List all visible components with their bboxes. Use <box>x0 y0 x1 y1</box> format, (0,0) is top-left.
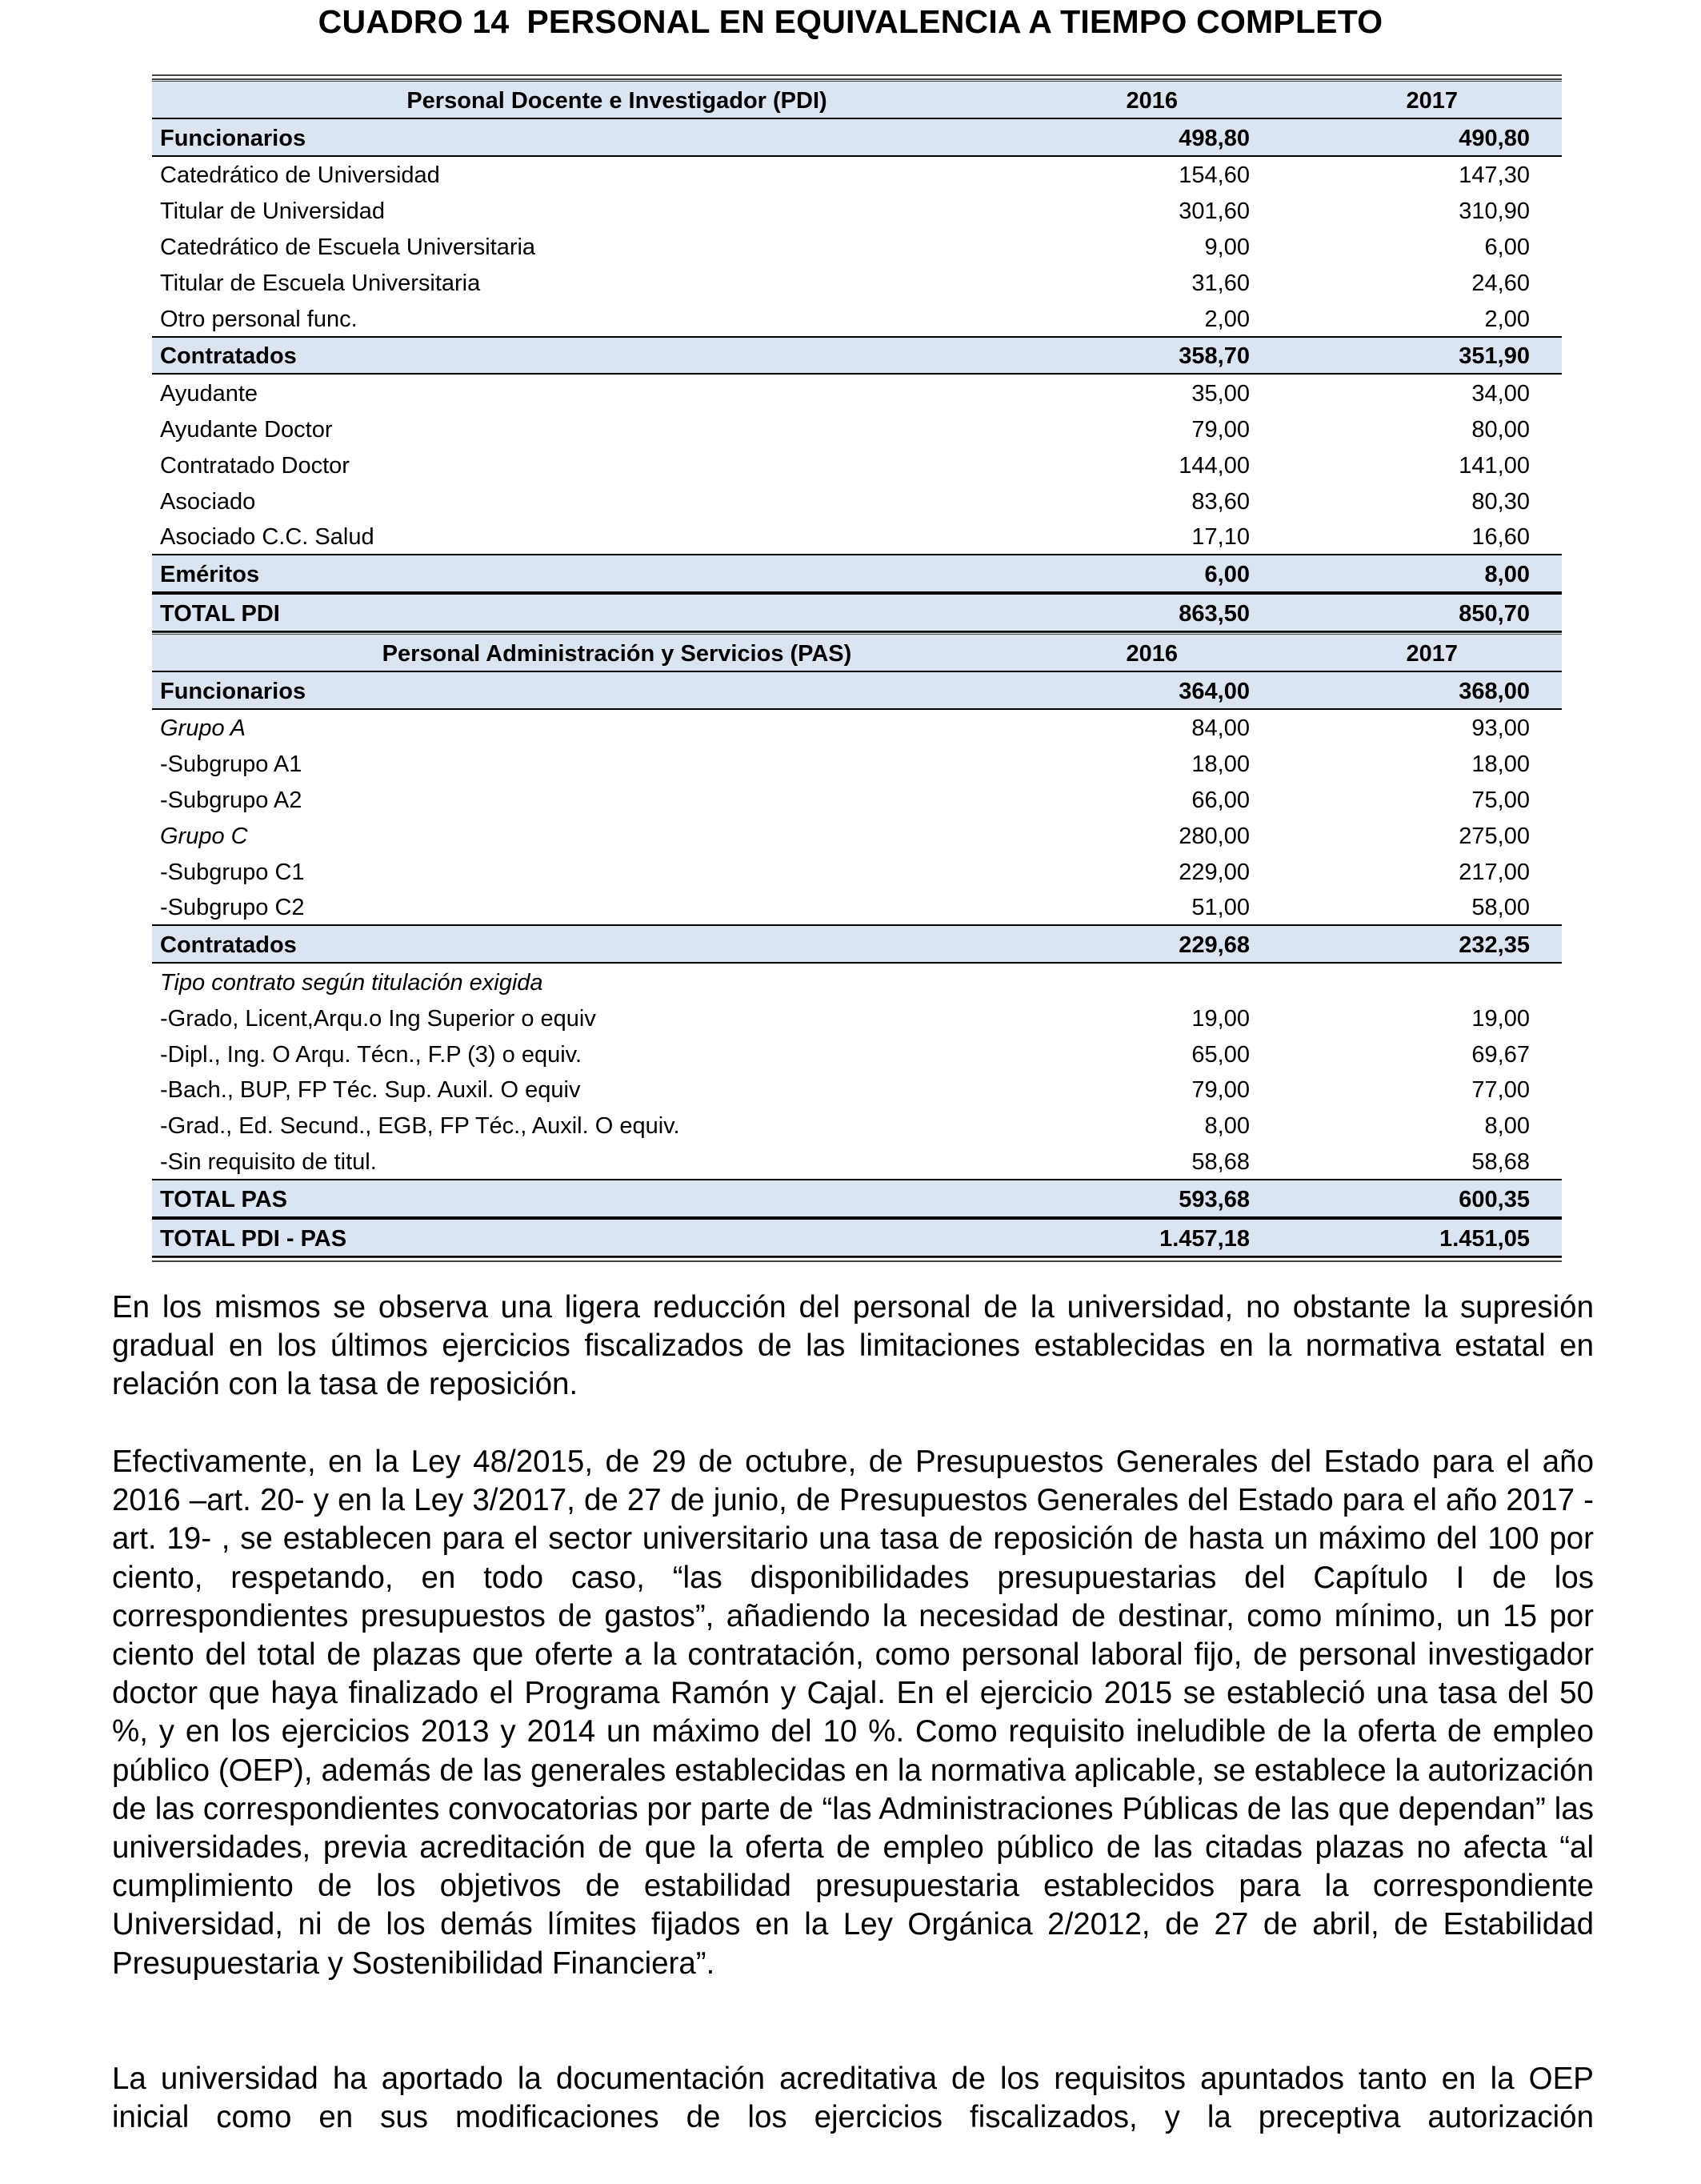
value-2017: 141,00 <box>1459 452 1530 479</box>
value-2016: 35,00 <box>1191 381 1250 407</box>
row-label: TOTAL PAS <box>160 1186 287 1212</box>
row-label: Ayudante <box>160 381 258 407</box>
value-2017: 8,00 <box>1484 562 1530 588</box>
value-2016: 84,00 <box>1191 715 1250 742</box>
row-label: Titular de Universidad <box>160 198 385 225</box>
row-label: -Dipl., Ing. O Arqu. Técn., F.P (3) o equiv. <box>160 1041 582 1068</box>
table-row <box>152 519 1562 555</box>
row-label: -Subgrupo C1 <box>160 859 305 885</box>
table-subtotal-row <box>152 924 1562 964</box>
value-2017: 75,00 <box>1471 787 1530 813</box>
value-2017: 16,60 <box>1471 524 1530 551</box>
row-label: Titular de Escuela Universitaria <box>160 270 481 296</box>
value-2016: 66,00 <box>1191 787 1250 813</box>
table-row <box>152 192 1562 228</box>
paragraph-1: En los mismos se observa una ligera reducción del personal de la universidad, no obstante la supresión gradual en los últimos ejercicios fiscalizados de las limitaciones establecidas en la normativa estatal en relación con la tasa de reposición. <box>112 1290 1594 1402</box>
value-2016: 17,10 <box>1191 524 1250 551</box>
row-label: Funcionarios <box>160 678 306 704</box>
value-2016: 51,00 <box>1191 895 1250 921</box>
value-2016: 8,00 <box>1204 1113 1250 1140</box>
row-label: -Subgrupo C2 <box>160 895 305 921</box>
value-2017: 6,00 <box>1484 234 1530 260</box>
value-2016: 79,00 <box>1191 1077 1250 1104</box>
value-2016: 144,00 <box>1179 452 1250 479</box>
value-2016: 2016 <box>1126 87 1178 114</box>
value-2016: 229,68 <box>1179 932 1250 959</box>
row-label: Tipo contrato según titulación exigida <box>160 969 543 996</box>
value-2017: 93,00 <box>1471 715 1530 742</box>
row-label: Contratados <box>160 932 297 959</box>
table-row <box>152 745 1562 781</box>
row-label: Ayudante Doctor <box>160 416 333 443</box>
table-row <box>152 1143 1562 1179</box>
value-2017: 2017 <box>1406 87 1458 114</box>
value-2016: 280,00 <box>1179 823 1250 849</box>
value-2016: 364,00 <box>1179 678 1250 704</box>
value-2017: 8,00 <box>1484 1113 1530 1140</box>
row-label: Contratados <box>160 343 297 370</box>
row-label: -Subgrupo A2 <box>160 787 302 813</box>
value-2017: 2017 <box>1406 640 1458 667</box>
table-row <box>152 1107 1562 1143</box>
value-2016: 1.457,18 <box>1159 1225 1250 1252</box>
table-number: CUADRO 14 <box>318 3 510 40</box>
page-title <box>0 3 1701 41</box>
row-label: Grupo C <box>160 823 248 849</box>
table-subtotal-row <box>152 1179 1562 1218</box>
table-subtotal-row <box>152 1218 1562 1257</box>
row-label: Funcionarios <box>160 125 306 151</box>
value-2017: 1.451,05 <box>1439 1225 1530 1252</box>
row-label: Personal Docente e Investigador (PDI) <box>406 87 827 114</box>
row-label: Catedrático de Universidad <box>160 162 440 189</box>
value-2016: 18,00 <box>1191 751 1250 778</box>
row-label: Personal Administración y Servicios (PAS) <box>382 640 852 667</box>
table-row <box>152 1072 1562 1108</box>
value-2016: 301,60 <box>1179 198 1250 225</box>
row-label: Catedrático de Escuela Universitaria <box>160 234 536 260</box>
table-row <box>152 157 1562 193</box>
value-2016: 229,00 <box>1179 859 1250 885</box>
row-label: Grupo A <box>160 715 246 742</box>
value-2017: 34,00 <box>1471 381 1530 407</box>
row-label: -Bach., BUP, FP Téc. Sup. Auxil. O equiv <box>160 1077 581 1104</box>
table-subtotal-row <box>152 593 1562 632</box>
table-row <box>152 375 1562 411</box>
table-section-header <box>152 79 1562 119</box>
value-2017: 24,60 <box>1471 270 1530 296</box>
row-label: Otro personal func. <box>160 306 358 332</box>
row-label: -Grad., Ed. Secund., EGB, FP Téc., Auxil. O equiv. <box>160 1113 680 1140</box>
value-2016: 9,00 <box>1204 234 1250 260</box>
value-2016: 31,60 <box>1191 270 1250 296</box>
value-2017: 77,00 <box>1471 1077 1530 1104</box>
value-2016: 2016 <box>1126 640 1178 667</box>
table-subtotal-row <box>152 554 1562 593</box>
value-2016: 83,60 <box>1191 488 1250 515</box>
table-row <box>152 483 1562 519</box>
value-2017: 80,00 <box>1471 416 1530 443</box>
table-row <box>152 300 1562 336</box>
table-row <box>152 1000 1562 1036</box>
table-row <box>152 447 1562 483</box>
table-subtotal-row <box>152 119 1562 157</box>
value-2017: 19,00 <box>1471 1005 1530 1032</box>
value-2016: 863,50 <box>1179 600 1250 627</box>
staff-table <box>152 74 1562 1262</box>
value-2016: 58,68 <box>1191 1148 1250 1175</box>
value-2017: 2,00 <box>1484 306 1530 332</box>
paragraph-2: Efectivamente, en la Ley 48/2015, de 29 de octubre, de Presupuestos Generales del Estado para el año 2016 –art. 20- y en la Ley 3/2017, de 27 de junio, de Presupuestos Generales del Estado para el año 2017 -art. 19- , se establecen para el sector universitario una tasa de reposición de hasta un máximo del 100 por ciento, respetando, en todo caso, “las disponibilidades presupuestarias del Capítulo I de los correspondientes presupuestos de gastos”, añadiendo la necesidad de destinar, como mínimo, un 15 por ciento del total de plazas que oferte a la contratación, como personal laboral fijo, de personal investigador doctor que haya finalizado el Programa Ramón y Cajal. En el ejercicio 2015 se estableció una tasa del 50 %, y en los ejercicios 2013 y 2014 un máximo del 10 %. Como requisito ineludible de la oferta de empleo público (OEP), además de las generales establecidas en la normativa aplicable, se establece la autorización de las correspondientes convocatorias por parte de “las Administraciones Públicas de las que dependan” las universidades, previa acreditación de que la oferta de empleo público de las citadas plazas no afecta “al cumplimiento de los objetivos de estabilidad presupuestaria establecidos para la correspondiente Universidad, ni de los demás límites fijados en la Ley Orgánica 2/2012, de 27 de abril, de Estabilidad Presupuestaria y Sostenibilidad Financiera”. <box>112 1445 1594 1981</box>
paragraph-3: La universidad ha aportado la documentación acreditativa de los requisitos apuntados tanto en la OEP inicial como en sus modificaciones de los ejercicios fiscalizados, y la preceptiva autorización <box>112 2062 1594 2135</box>
value-2017: 600,35 <box>1459 1186 1530 1212</box>
value-2016: 19,00 <box>1191 1005 1250 1032</box>
value-2017: 351,90 <box>1459 343 1530 370</box>
table-group-row <box>152 964 1562 1000</box>
value-2016: 593,68 <box>1179 1186 1250 1212</box>
value-2017: 850,70 <box>1459 600 1530 627</box>
row-label: TOTAL PDI - PAS <box>160 1225 347 1252</box>
value-2016: 154,60 <box>1179 162 1250 189</box>
row-label: Asociado <box>160 488 256 515</box>
table-row <box>152 853 1562 889</box>
table-subtotal-row <box>152 672 1562 710</box>
table-row <box>152 1036 1562 1072</box>
table-row <box>152 889 1562 925</box>
table-row <box>152 228 1562 264</box>
value-2016: 65,00 <box>1191 1041 1250 1068</box>
value-2017: 69,67 <box>1471 1041 1530 1068</box>
table-row <box>152 781 1562 817</box>
table-section-header <box>152 632 1562 672</box>
value-2016: 498,80 <box>1179 125 1250 151</box>
row-label: -Subgrupo A1 <box>160 751 302 778</box>
row-label: Contratado Doctor <box>160 452 350 479</box>
value-2017: 58,68 <box>1471 1148 1530 1175</box>
value-2016: 2,00 <box>1204 306 1250 332</box>
row-label: TOTAL PDI <box>160 600 280 627</box>
table-row <box>152 264 1562 300</box>
table-title: PERSONAL EN EQUIVALENCIA A TIEMPO COMPLETO <box>526 3 1383 40</box>
value-2017: 275,00 <box>1459 823 1530 849</box>
value-2017: 58,00 <box>1471 895 1530 921</box>
table-group-row <box>152 710 1562 746</box>
value-2016: 6,00 <box>1204 562 1250 588</box>
value-2017: 232,35 <box>1459 932 1530 959</box>
table-row <box>152 411 1562 447</box>
value-2017: 310,90 <box>1459 198 1530 225</box>
value-2016: 358,70 <box>1179 343 1250 370</box>
table-subtotal-row <box>152 336 1562 375</box>
value-2017: 147,30 <box>1459 162 1530 189</box>
value-2017: 490,80 <box>1459 125 1530 151</box>
row-label: Eméritos <box>160 562 260 588</box>
value-2017: 217,00 <box>1459 859 1530 885</box>
table-group-row <box>152 817 1562 853</box>
row-label: Asociado C.C. Salud <box>160 524 374 551</box>
value-2017: 80,30 <box>1471 488 1530 515</box>
value-2017: 18,00 <box>1471 751 1530 778</box>
value-2016: 79,00 <box>1191 416 1250 443</box>
row-label: -Grado, Licent,Arqu.o Ing Superior o equiv <box>160 1005 596 1032</box>
row-label: -Sin requisito de titul. <box>160 1148 377 1175</box>
value-2017: 368,00 <box>1459 678 1530 704</box>
